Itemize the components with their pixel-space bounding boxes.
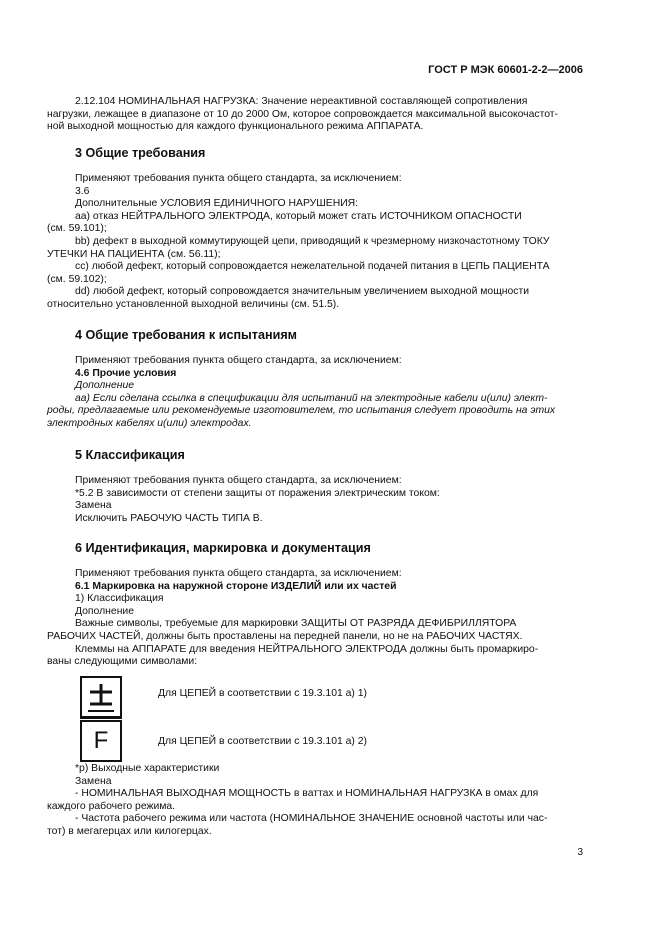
text-line: Клеммы на АППАРАТЕ для введения НЕЙТРАЛЬНОГО ЭЛЕКТРОДА должны быть промаркиро- [75,643,539,655]
text-line: Дополнение [75,605,135,617]
text-line: aa) отказ НЕЙТРАЛЬНОГО ЭЛЕКТРОДА, который может стать ИСТОЧНИКОМ ОПАСНОСТИ [75,210,522,222]
page-number: 3 [577,847,583,858]
text-line: каждого рабочего режима. [47,800,176,812]
section-4 [47,328,584,431]
f-glyph: F [93,726,109,754]
floating-f-symbol-icon [80,720,122,762]
text-line: *5.2 В зависимости от степени защиты от поражения электрическим током: [75,487,440,499]
text-line: нагрузки, лежащее в диапазоне от 10 до 2000 Ом, которое сопровождается максимальной высокочастот- [47,108,558,120]
text-line: электродных кабелях и(или) электродах. [47,417,252,429]
section-heading: 4 Общие требования к испытаниям [75,328,297,342]
text-line: ваны следующими символами: [47,656,198,668]
section-5 [47,448,584,525]
section-heading: 5 Классификация [75,448,185,462]
text-line: - Частота рабочего режима или частота (НОМИНАЛЬНОЕ ЗНАЧЕНИЕ основной частоты или час- [75,813,548,825]
text-line: Исключить РАБОЧУЮ ЧАСТЬ ТИПА В. [75,512,263,524]
text-line: (см. 59.101); [47,223,107,235]
text-line: Применяют требования пункта общего стандарта, за исключением: [75,355,402,366]
text-line: (см. 59.102); [47,273,107,285]
text-line: Важные символы, требуемые для маркировки ЗАЩИТЫ ОТ РАЗРЯДА ДЕФИБРИЛЛЯТОРА [75,618,517,630]
section-6-output [47,763,584,839]
text-line: Применяют требования пункта общего стандарта, за исключением: [75,475,402,486]
text-line: тот) в мегагерцах или килогерцах. [47,825,212,837]
text-line: аа) Если сделана ссылка в спецификации для испытаний на электродные кабели и(или) элект- [75,392,548,404]
symbol-2-caption: Для ЦЕПЕЙ в соответствии с 19.3.101 а) 2) [158,736,368,747]
symbol-1-caption: Для ЦЕПЕЙ в соответствии с 19.3.101 а) 1) [158,688,368,699]
earth-ground-symbol-icon [80,676,122,718]
text-line: dd) любой дефект, который сопровождается значительным увеличением выходной мощности [75,286,530,298]
text-line: Дополнение [75,380,134,392]
text-line: 2.12.104 НОМИНАЛЬНАЯ НАГРУЗКА: Значение нереактивной составляющей сопротивления [75,96,528,107]
text-line: ной выходной мощностью для каждого функционального режима АППАРАТА. [47,121,424,133]
document-header: ГОСТ Р МЭК 60601-2-2—2006 [428,64,583,76]
text-line: роды, предлагаемые или рекомендуемые изготовителем, то испытания следует проводить на этих [47,405,556,417]
text-line: Замена [75,775,112,787]
text-line: относительно установленной выходной величины (см. 51.5). [47,298,340,310]
section-heading: 6 Идентификация, маркировка и документация [75,541,371,555]
text-line: bb) дефект в выходной коммутирующей цепи, приводящий к чрезмерному низкочастотному ТОКУ [75,235,550,247]
subsection-title: 6.1 Маркировка на наружной стороне ИЗДЕЛИЙ или их частей [75,580,397,592]
text-line: Замена [75,500,112,512]
subsection-title: 4.6 Прочие условия [75,367,177,379]
text-line: Дополнительные УСЛОВИЯ ЕДИНИЧНОГО НАРУШЕНИЯ: [75,198,359,210]
text-line: Применяют требования пункта общего стандарта, за исключением: [75,568,402,579]
section-6 [47,541,584,669]
section-heading: 3 Общие требования [75,146,206,160]
text-line: 1) Классификация [75,593,164,605]
section-3 [47,146,584,312]
text-line: 3.6 [75,185,90,197]
text-line: cc) любой дефект, который сопровождается нежелательной подачей питания в ЦЕПЬ ПАЦИЕНТА [75,261,550,273]
text-line: - НОМИНАЛЬНАЯ ВЫХОДНАЯ МОЩНОСТЬ в ваттах и НОМИНАЛЬНАЯ НАГРУЗКА в омах для [75,788,539,800]
text-line: Применяют требования пункта общего стандарта, за исключением: [75,173,402,184]
divider [80,716,122,719]
text-line: *р) Выходные характеристики [75,763,220,774]
text-line: УТЕЧКИ НА ПАЦИЕНТА (см. 56.11); [47,248,221,260]
text-line: РАБОЧИХ ЧАСТЕЙ, должны быть проставлены на передней панели, но не на РАБОЧИХ ЧАСТЯХ. [47,630,523,642]
definition-2-12-104 [47,96,584,134]
